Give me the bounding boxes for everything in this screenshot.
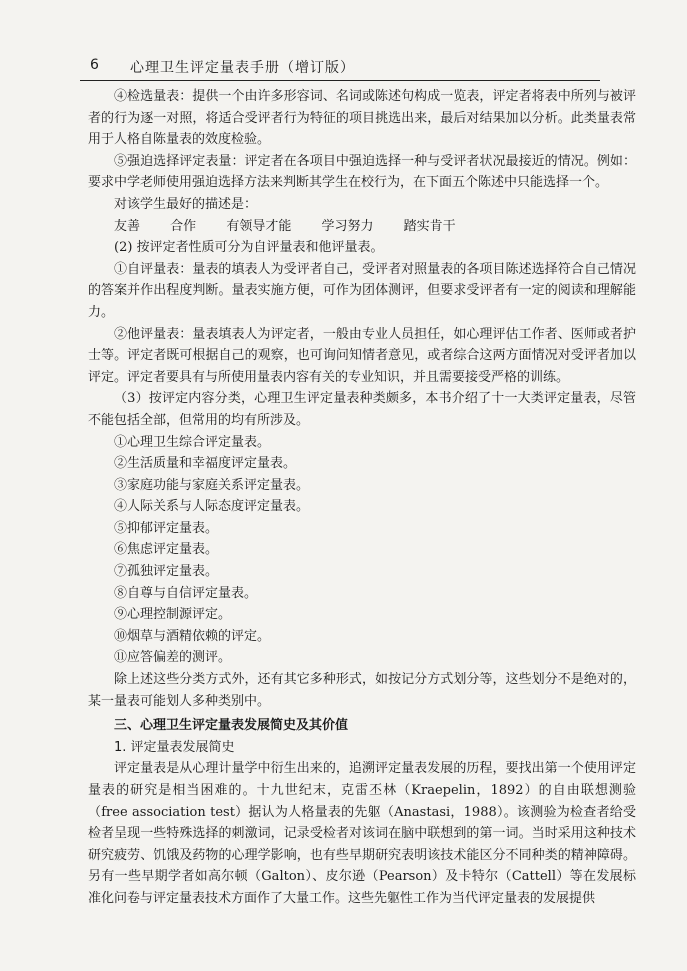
paragraph-rater-type: (2) 按评定者性质可分为自评量表和他评量表。 (114, 240, 384, 256)
list-item: ③家庭功能与家庭关系评定量表。 (114, 477, 310, 493)
option-item: 有领导才能 (226, 218, 292, 234)
list-item: ⑩烟草与酒精依赖的评定。 (114, 628, 271, 644)
list-item: ②生活质量和幸福度评定量表。 (114, 456, 297, 472)
paragraph-forced-choice: ⑤强迫选择评定表量：评定者在各项目中强迫选择一种与受评者状况最接近的情况。例如：要求中学老师使用强迫选择方法来判断其学生在校行为，在下面五个陈述中只能选择一个。 (88, 153, 636, 191)
list-item: ①心理卫生综合评定量表。 (114, 434, 271, 450)
paragraph-content-type: （3）按评定内容分类，心理卫生评定量表种类颇多，本书介绍了十一大类评定量表，尽管不能包括全部，但常用的均有所涉及。 (88, 391, 636, 428)
list-item: ⑧自尊与自信评定量表。 (114, 585, 258, 601)
running-header (80, 55, 600, 77)
book-title: 心理卫生评定量表手册（增订版） (130, 60, 355, 76)
option-item: 学习努力 (321, 218, 374, 234)
option-item: 友善 (114, 218, 141, 234)
list-item: ⑦孤独评定量表。 (114, 564, 219, 580)
option-item: 合作 (170, 218, 197, 234)
paragraph-other-forms: 除上述这些分类方式外，还有其它多种形式，如按记分方式划分等，这些划分不是绝对的，某一量表可能划人多种类别中。 (88, 672, 636, 709)
section-heading: 三、心理卫生评定量表发展简史及其价值 (114, 718, 349, 734)
option-item: 踏实肯干 (403, 218, 456, 234)
list-item: ⑨心理控制源评定。 (114, 607, 232, 623)
paragraph-prompt: 对该学生最好的描述是： (114, 196, 258, 212)
list-item: ⑪应答偏差的测评。 (114, 650, 232, 666)
header-rule (80, 80, 600, 81)
paragraph-self-rating: ①自评量表：量表的填表人为受评者自己，受评者对照量表的各项目陈述选择符合自己情况的答案并作出程度判断。量表实施方便，可作为团体测评，但要求受评者有一定的阅读和理解能力。 (88, 261, 636, 320)
subsection-heading: 1. 评定量表发展简史 (114, 739, 235, 755)
page-number: 6 (90, 57, 100, 73)
paragraph-checklist: ④检选量表：提供一个由许多形容词、名词或陈述句构成一览表，评定者将表中所列与被评者的行为逐一对照，将适合受评者行为特征的项目挑选出来，最后对结果加以分析。此类量表常用于人格自陈量表的效度检验。 (88, 89, 636, 148)
list-item: ⑥焦虑评定量表。 (114, 542, 219, 558)
paragraph-other-rating: ②他评量表：量表填表人为评定者，一般由专业人员担任，如心理评估工作者、医师或者护士等。评定者既可根据自己的观察，也可询问知情者意见，或者综合这两方面情况对受评者加以评定。评定者要具有与所使用量表内容有关的专业知识，并且需要接受严格的训练。 (88, 326, 636, 385)
list-item: ⑤抑郁评定量表。 (114, 520, 219, 536)
body-text (88, 86, 636, 910)
choice-options (88, 216, 636, 238)
list-item: ④人际关系与人际态度评定量表。 (114, 499, 310, 515)
paragraph-history: 评定量表是从心理计量学中衍生出来的，追溯评定量表发展的历程，要找出第一个使用评定量表的研究是相当困难的。十九世纪末，克雷丕林（Kraepelin，1892）的自由联想测验（free association test）据认为人格量表的先躯（Anastasi，1988）。该测验为检查者给受检者呈现一些特殊选择的刺激词，记录受检者对该词在脑中联想到的第一词。当时采用这种技术研究疲劳、饥饿及药物的心理学影响，也有些早期研究表明该技术能区分不同种类的精神障碍。另有一些早期学者如高尔顿（Galton）、皮尔逊（Pearson）及卡特尔（Cattell）等在发展标准化问卷与评定量表技术方面作了大量工作。这些先躯性工作为当代评定量表的发展提供 (88, 761, 636, 906)
